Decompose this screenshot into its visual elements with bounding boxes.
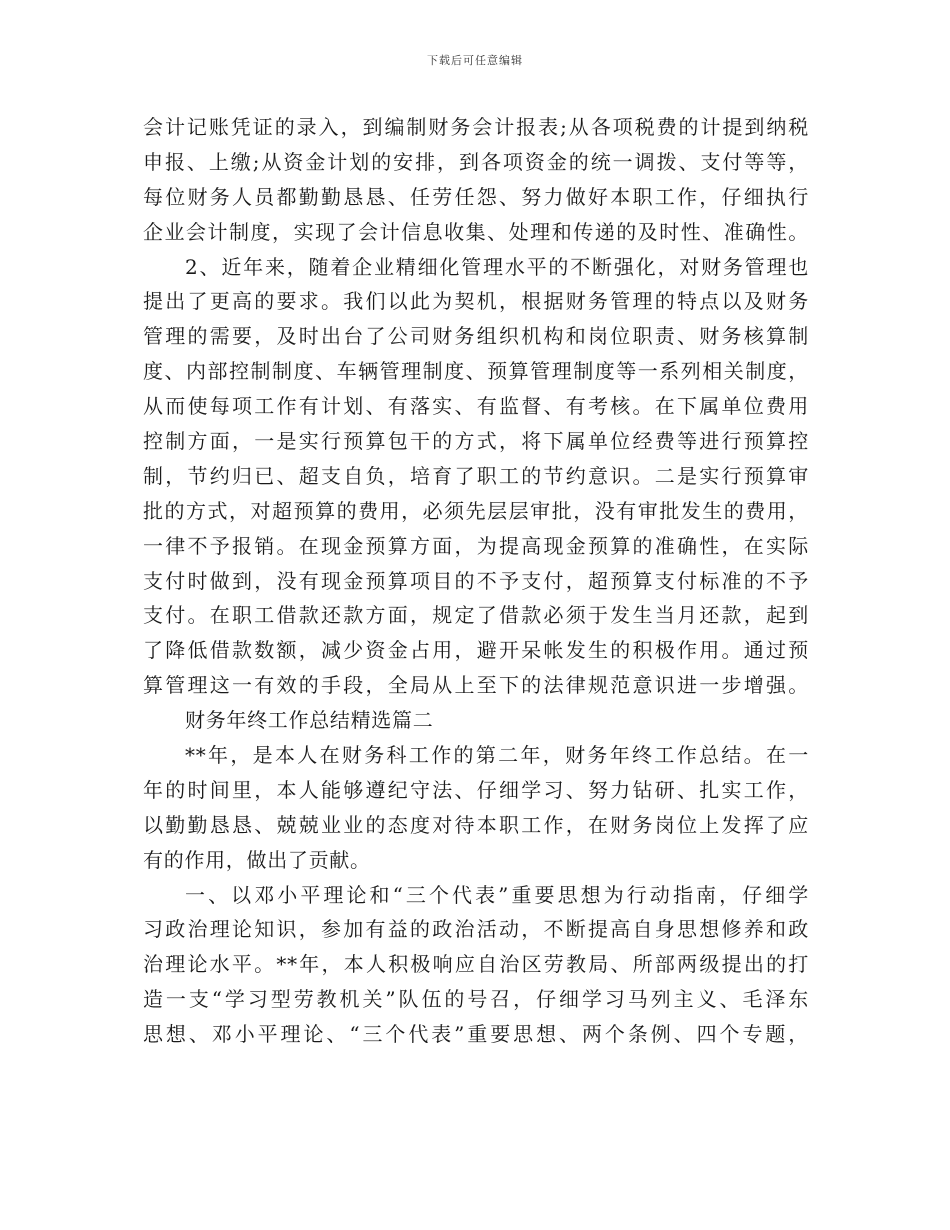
text-line: 度、内部控制制度、车辆管理制度、预算管理制度等一系列相关制度， [143,359,809,384]
text-line: 年的时间里，本人能够遵纪守法、仔细学习、努力钻研、扎实工作， [143,777,809,802]
text-line: 批的方式，对超预算的费用，必须先层层审批，没有审批发生的费用， [143,498,809,523]
text-line: 习政治理论知识，参加有益的政治活动，不断提高自身思想修养和政 [143,917,809,942]
text-line: 管理的需要，及时出台了公司财务组织机构和岗位职责、财务核算制 [143,324,809,349]
text-line: 以勤勤恳恳、兢兢业业的态度对待本职工作，在财务岗位上发挥了应 [143,812,809,837]
text-line: 造一支“学习型劳教机关”队伍的号召，仔细学习马列主义、毛泽东 [143,987,809,1012]
text-line: **年，是本人在财务科工作的第二年，财务年终工作总结。在一 [185,743,809,768]
text-line: 控制方面，一是实行预算包干的方式，将下属单位经费等进行预算控 [143,429,809,454]
text-line: 一律不予报销。在现金预算方面，为提高现金预算的准确性，在实际 [143,533,809,558]
text-line: 治理论水平。**年，本人积极响应自治区劳教局、所部两级提出的打 [143,952,809,977]
text-line: 财务年终工作总结精选篇二 [185,708,434,733]
page-header: 下载后可任意编辑 [427,54,523,67]
text-line: 2、近年来，随着企业精细化管理水平的不断强化，对财务管理也 [185,254,809,279]
text-line: 有的作用，做出了贡献。 [143,847,371,872]
text-line: 企业会计制度，实现了会计信息收集、处理和传递的及时性、准确性。 [143,219,809,244]
text-line: 提出了更高的要求。我们以此为契机，根据财务管理的特点以及财务 [143,289,809,314]
text-line: 制，节约归已、超支自负，培育了职工的节约意识。二是实行预算审 [143,463,809,488]
text-line: 了降低借款数额，减少资金占用，避开呆帐发生的积极作用。通过预 [143,638,809,663]
text-line: 算管理这一有效的手段，全局从上至下的法律规范意识进一步增强。 [143,673,809,698]
text-line: 支付时做到，没有现金预算项目的不予支付，超预算支付标准的不予 [143,568,809,593]
text-line: 一、以邓小平理论和“三个代表”重要思想为行动指南，仔细学 [185,882,809,907]
document-body [143,110,809,1052]
text-line: 会计记账凭证的录入，到编制财务会计报表;从各项税费的计提到纳税 [143,115,809,139]
text-line: 每位财务人员都勤勤恳恳、任劳任怨、努力做好本职工作，仔细执行 [143,184,809,209]
text-line: 支付。在职工借款还款方面，规定了借款必须于发生当月还款，起到 [143,603,809,628]
text-line: 思想、邓小平理论、“三个代表”重要思想、两个条例、四个专题， [143,1022,809,1047]
text-line: 申报、上缴;从资金计划的安排，到各项资金的统一调拨、支付等等， [143,149,809,174]
text-line: 从而使每项工作有计划、有落实、有监督、有考核。在下属单位费用 [143,394,809,419]
